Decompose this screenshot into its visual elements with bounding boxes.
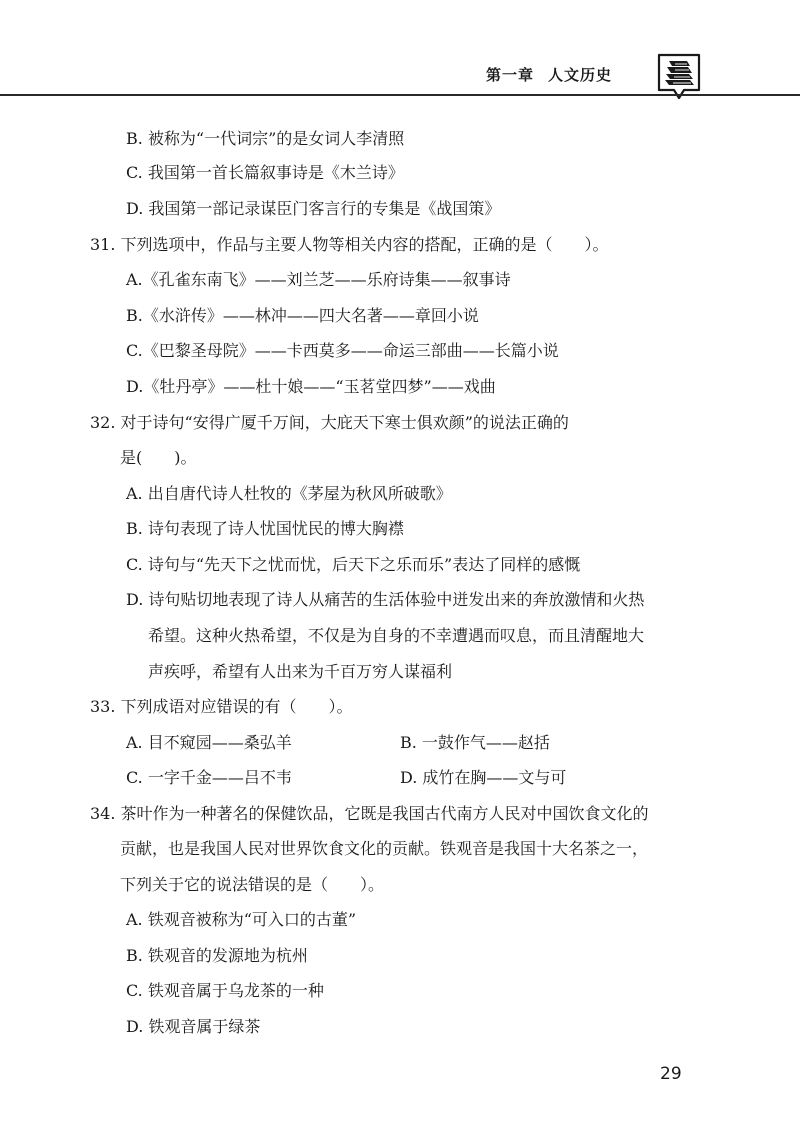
question-32-continued: 是( )。: [120, 448, 197, 467]
page-number: 29: [660, 1064, 682, 1084]
option-line: D.《牡丹亭》——杜十娘——“玉茗堂四梦”——戏曲: [126, 377, 496, 396]
option-line: D. 成竹在胸——文与可: [400, 768, 567, 787]
chapter-header: [486, 64, 612, 85]
chapter-title: 人文历史: [548, 66, 613, 84]
question-33: 33. 下列成语对应错误的有（ ）。: [90, 697, 353, 716]
chapter-number: 第一章: [486, 66, 535, 84]
option-line: A.《孔雀东南飞》——刘兰芝——乐府诗集——叙事诗: [126, 270, 511, 289]
option-line: A. 铁观音被称为“可入口的古董”: [126, 910, 357, 929]
option-line: A. 目不窥园——桑弘羊: [126, 733, 292, 752]
option-line: C. 一字千金——吕不韦: [126, 768, 292, 787]
option-line: C. 铁观音属于乌龙茶的一种: [126, 981, 324, 1000]
option-line: C. 诗句与“先天下之忧而忧，后天下之乐而乐”表达了同样的感慨: [126, 555, 581, 574]
option-line: D. 铁观音属于绿茶: [126, 1017, 261, 1036]
option-line: B. 诗句表现了诗人忧国忧民的博大胸襟: [126, 519, 404, 538]
option-line-continued: 声疾呼，希望有人出来为千百万穷人谋福利: [148, 662, 453, 681]
option-line: C. 我国第一首长篇叙事诗是《木兰诗》: [126, 163, 404, 182]
header-divider: [0, 94, 800, 96]
option-line: B.《水浒传》——林冲——四大名著——章回小说: [126, 306, 479, 325]
option-line-continued: 希望。这种火热希望，不仅是为自身的不幸遭遇而叹息，而且清醒地大: [148, 626, 645, 645]
option-line: A. 出自唐代诗人杜牧的《茅屋为秋风所破歌》: [126, 484, 452, 503]
option-line: D. 我国第一部记录谋臣门客言行的专集是《战国策》: [126, 199, 501, 218]
question-34: 34. 茶叶作为一种著名的保健饮品，它既是我国古代南方人民对中国饮食文化的: [90, 804, 649, 823]
option-line: B. 铁观音的发源地为杭州: [126, 946, 308, 965]
option-line: B. 被称为“一代词宗”的是女词人李清照: [126, 129, 405, 148]
question-32: 32. 对于诗句“安得广厦千万间，大庇天下寒士俱欢颜”的说法正确的: [90, 413, 569, 432]
question-34-continued: 贡献，也是我国人民对世界饮食文化的贡献。铁观音是我国十大名茶之一，: [120, 839, 649, 858]
option-line: C.《巴黎圣母院》——卡西莫多——命运三部曲——长篇小说: [126, 341, 559, 360]
question-31: 31. 下列选项中，作品与主要人物等相关内容的搭配，正确的是（ ）。: [90, 235, 609, 254]
question-34-continued: 下列关于它的说法错误的是（ ）。: [120, 875, 385, 894]
option-line: D. 诗句贴切地表现了诗人从痛苦的生活体验中迸发出来的奔放激情和火热: [126, 590, 645, 609]
book-stack-icon: [656, 52, 702, 104]
option-line: B. 一鼓作气——赵括: [400, 733, 550, 752]
